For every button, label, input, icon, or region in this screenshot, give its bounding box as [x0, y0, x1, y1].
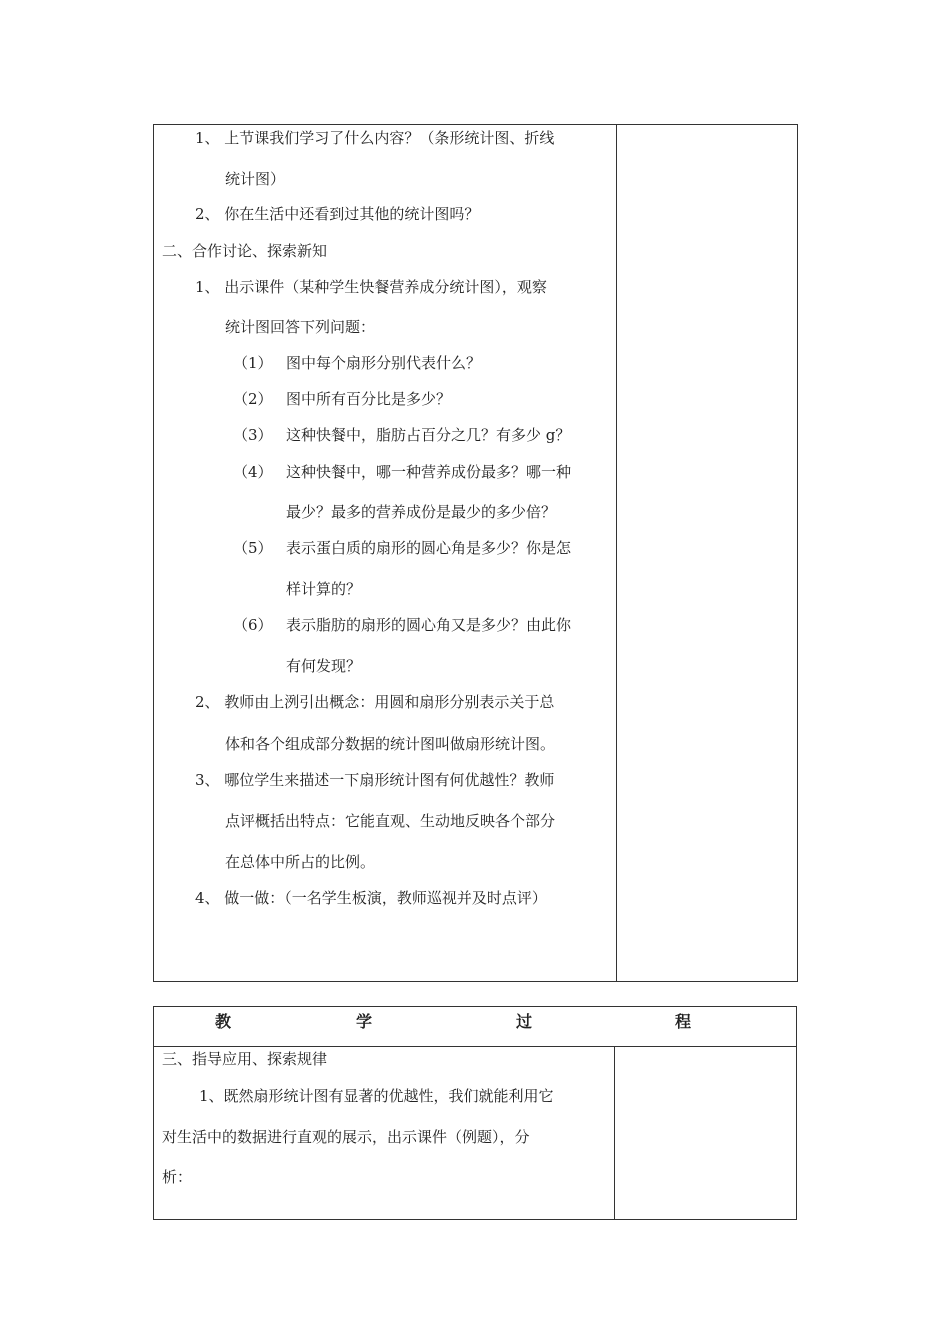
question-text: 这种快餐中，脂肪占百分之几？有多少 g？	[286, 426, 571, 444]
question-text: 图中所有百分比是多少？	[286, 390, 452, 408]
lesson-table-2	[153, 1006, 797, 1220]
text-line: 对生活中的数据进行直观的展示，出示课件（例题），分	[162, 1128, 530, 1146]
header-char: 程	[675, 1012, 692, 1031]
text-line: 1、既然扇形统计图有显著的优越性，我们就能利用它	[199, 1087, 554, 1105]
text-line: 在总体中所占的比例。	[225, 853, 376, 871]
question-text: 表示蛋白质的扇形的圆心角是多少？你是怎	[286, 539, 572, 557]
header-char: 过	[516, 1012, 533, 1031]
question-text: 图中每个扇形分别代表什么？	[286, 354, 482, 372]
section-heading: 二、合作讨论、探索新知	[162, 242, 328, 260]
column-divider	[616, 125, 617, 981]
text-line: 4、 做一做：（一名学生板演，教师巡视并及时点评）	[195, 889, 547, 907]
question-text: 最少？最多的营养成份是最少的多少倍？	[286, 503, 557, 521]
header-char: 教	[215, 1012, 232, 1031]
question-number: （6）	[233, 616, 273, 634]
question-text: 样计算的？	[286, 580, 362, 598]
question-number: （4）	[233, 463, 273, 481]
text-line: 统计图回答下列问题：	[225, 318, 376, 336]
column-divider	[614, 1046, 615, 1219]
question-number: （5）	[233, 539, 273, 557]
question-text: 这种快餐中，哪一种营养成份最多？哪一种	[286, 463, 572, 481]
text-line: 1、 上节课我们学习了什么内容？（条形统计图、折线	[195, 129, 555, 147]
question-text: 有何发现？	[286, 657, 362, 675]
question-number: （1）	[233, 354, 273, 372]
text-line: 析：	[162, 1168, 193, 1186]
question-text: 表示脂肪的扇形的圆心角又是多少？由此你	[286, 616, 572, 634]
text-line: 体和各个组成部分数据的统计图叫做扇形统计图。	[225, 735, 556, 753]
text-line: 统计图）	[225, 170, 286, 188]
text-line: 3、 哪位学生来描述一下扇形统计图有何优越性？教师	[195, 771, 555, 789]
section-heading: 三、指导应用、探索规律	[162, 1050, 328, 1068]
text-line: 2、 教师由上洌引出概念：用圆和扇形分别表示关于总	[195, 693, 555, 711]
question-number: （3）	[233, 426, 273, 444]
row-divider	[154, 1046, 796, 1047]
text-line: 点评概括出特点：它能直观、生动地反映各个部分	[225, 812, 556, 830]
text-line: 2、 你在生活中还看到过其他的统计图吗？	[195, 205, 480, 223]
text-line: 1、 出示课件（某种学生快餐营养成分统计图），观察	[195, 278, 547, 296]
header-char: 学	[356, 1012, 373, 1031]
question-number: （2）	[233, 390, 273, 408]
